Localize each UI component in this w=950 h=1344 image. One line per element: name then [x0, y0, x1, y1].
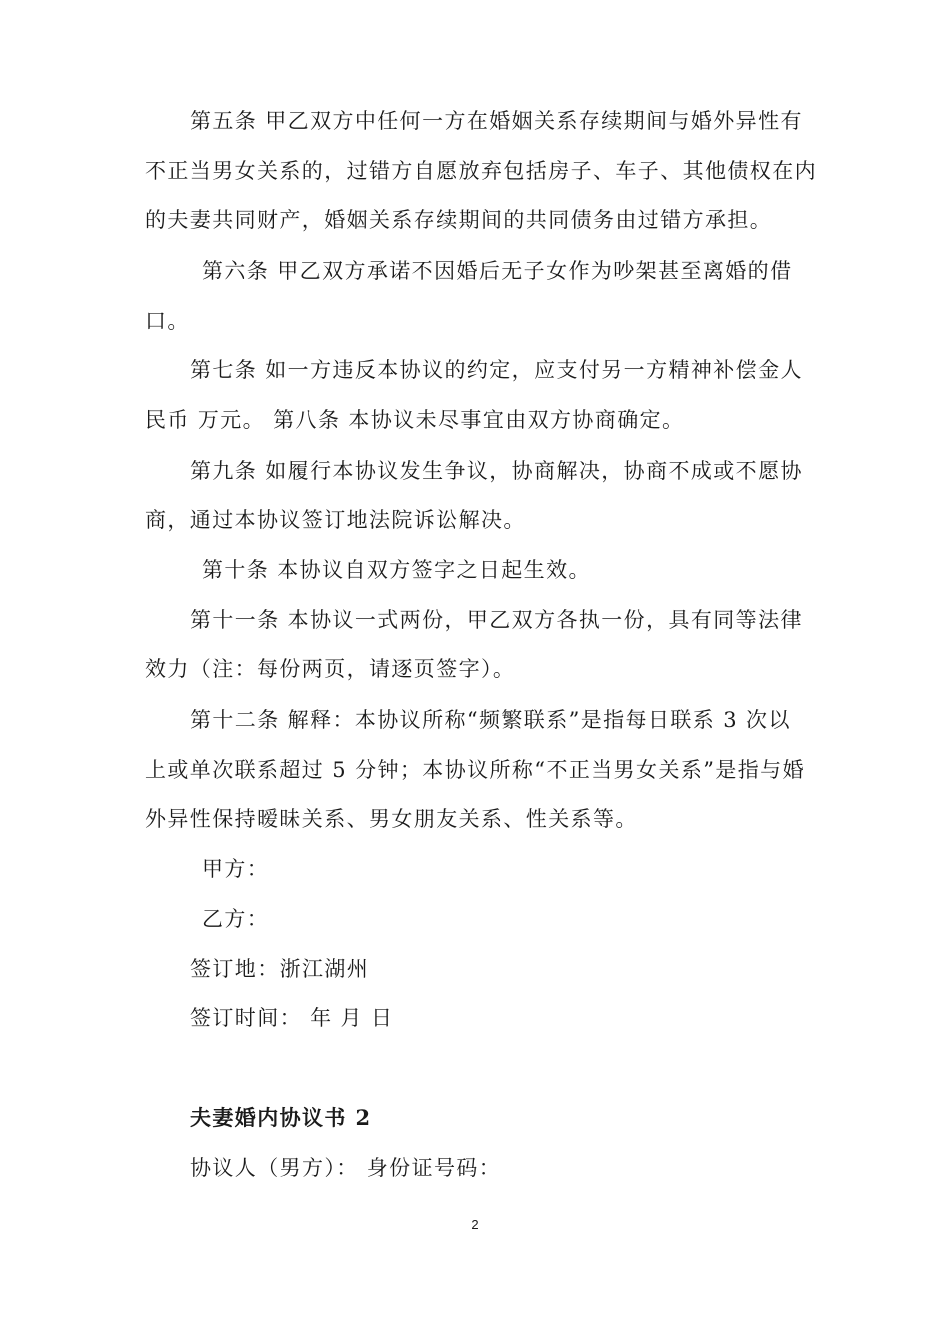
article-5-line-2: 不正当男女关系的，过错方自愿放弃包括房子、车子、其他债权在内	[145, 159, 817, 183]
article-7-line-1: 第七条 如一方违反本协议的约定，应支付另一方精神补偿金人	[190, 358, 803, 382]
article-5-line-1: 第五条 甲乙双方中任何一方在婚姻关系存续期间与婚外异性有	[190, 109, 803, 133]
page-number: 2	[471, 1217, 479, 1232]
party-a-signature-label: 甲方：	[202, 857, 270, 881]
article-12-line-2: 上或单次联系超过 5 分钟；本协议所称“不正当男女关系”是指与婚	[145, 758, 805, 782]
article-6-line-1: 第六条 甲乙双方承诺不因婚后无子女作为吵架甚至离婚的借	[202, 259, 793, 283]
article-12-line-1: 第十二条 解释：本协议所称“频繁联系”是指每日联系 3 次以	[190, 708, 791, 732]
article-11-line-2: 效力（注：每份两页，请逐页签字）。	[145, 657, 516, 681]
article-9-line-1: 第九条 如履行本协议发生争议，协商解决，协商不成或不愿协	[190, 459, 803, 483]
signing-date: 签订时间： 年 月 日	[190, 1006, 394, 1030]
article-9-line-2: 商，通过本协议签订地法院诉讼解决。	[145, 508, 526, 532]
party-male-id-line: 协议人（男方）： 身份证号码：	[190, 1156, 502, 1180]
article-7-8-line-2: 民币 万元。 第八条 本协议未尽事宜由双方协商确定。	[145, 408, 685, 432]
article-5-line-3: 的夫妻共同财产，婚姻关系存续期间的共同债务由过错方承担。	[145, 208, 773, 232]
signing-place: 签订地：浙江湖州	[190, 957, 370, 981]
article-6-line-2: 口。	[145, 309, 190, 333]
party-b-signature-label: 乙方：	[202, 907, 270, 931]
article-11-line-1: 第十一条 本协议一式两份，甲乙双方各执一份，具有同等法律	[190, 608, 803, 632]
article-12-line-3: 外异性保持暧昧关系、男女朋友关系、性关系等。	[145, 807, 638, 831]
article-10-line: 第十条 本协议自双方签字之日起生效。	[202, 558, 591, 582]
section-title: 夫妻婚内协议书 2	[190, 1105, 372, 1130]
